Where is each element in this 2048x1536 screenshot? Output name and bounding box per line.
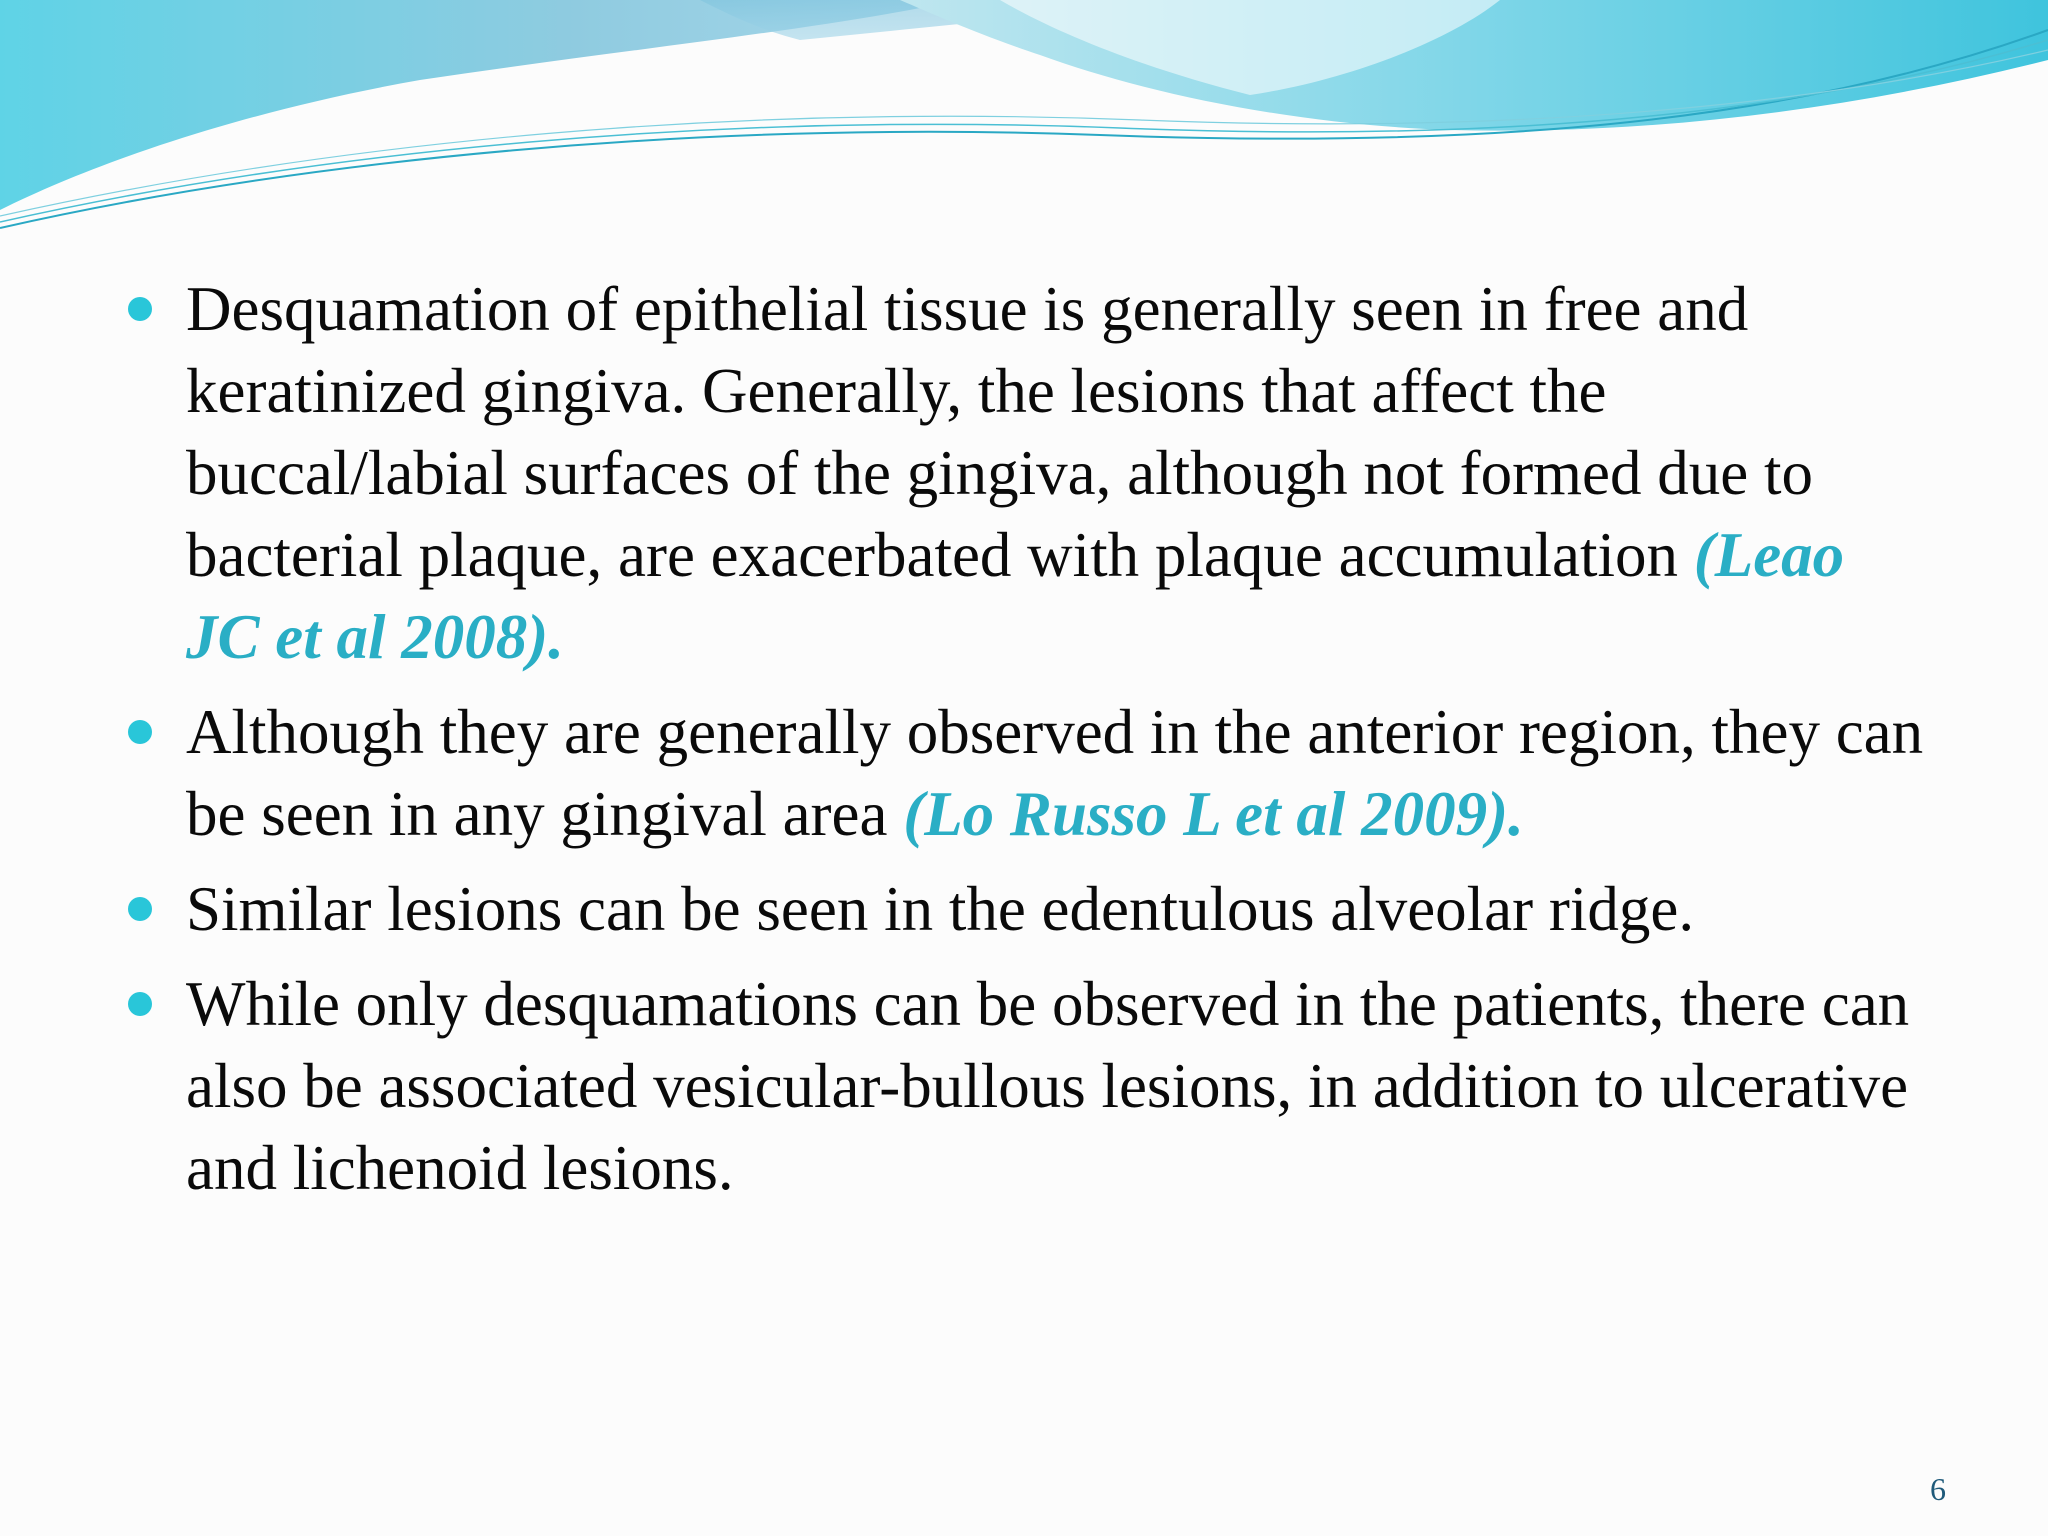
bullet-item-1 <box>128 268 1928 678</box>
bullet-text: Similar lesions can be seen in the edentulous alveolar ridge. <box>186 874 1695 944</box>
bullet-text: While only desquamations can be observed in the patients, there can also be associated vesicular-bullous lesions, in addition to ulcerative and lichenoid lesions. <box>186 969 1910 1203</box>
bullet-item-3 <box>128 868 1928 950</box>
wave-header-decoration <box>0 0 2048 240</box>
bullet-dot-icon <box>128 992 152 1016</box>
bullet-text: Desquamation of epithelial tissue is generally seen in free and keratinized gingiva. Generally, the lesions that affect the buccal/labial surfaces of the gingiva, although not formed due to bacterial plaque, are exacerbated with plaque accumulation <box>186 274 1813 590</box>
page-number: 6 <box>1930 1471 1946 1507</box>
bullet-dot-icon <box>128 720 152 744</box>
citation: (Leao JC et al 2008). <box>186 520 1845 672</box>
bullet-list <box>128 268 1928 1222</box>
bullet-item-2 <box>128 691 1928 855</box>
bullet-item-4 <box>128 963 1928 1209</box>
bullet-dot-icon <box>128 297 152 321</box>
bullet-text: Although they are generally observed in the anterior region, they can be seen in any gingival area <box>186 697 1924 849</box>
citation: (Lo Russo L et al 2009). <box>903 779 1524 849</box>
bullet-dot-icon <box>128 897 152 921</box>
